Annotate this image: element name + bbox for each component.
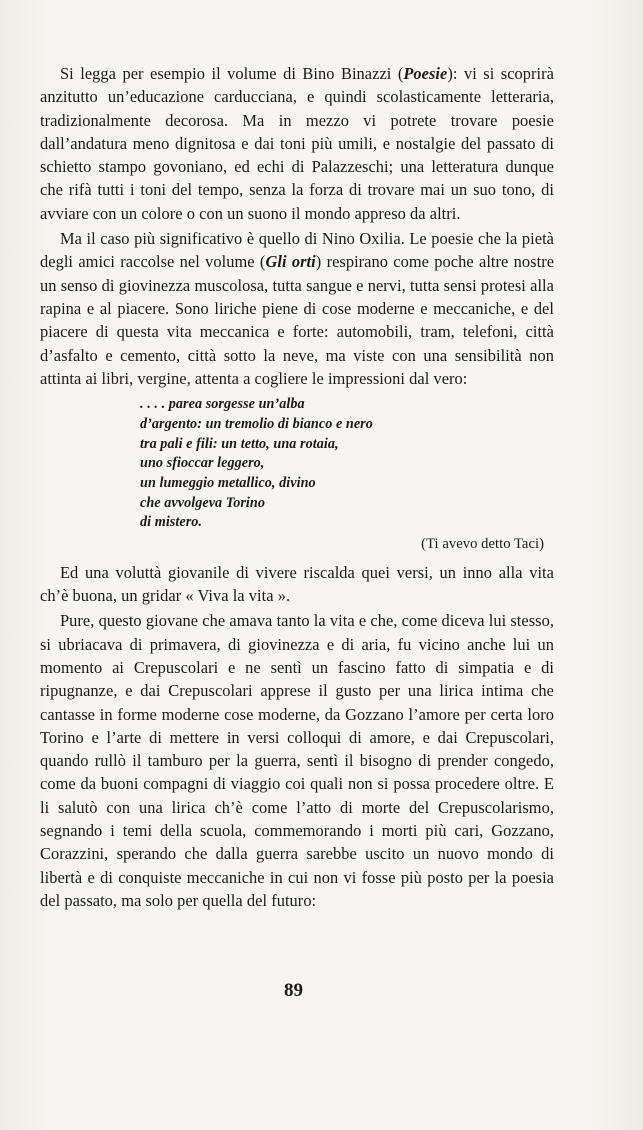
text-run: ): vi si scoprirà anzitutto un’educazione carducciana, e quindi scolasticamente letteraria, tradizionalmente decorosa. Ma in mezzo vi potrete trovare poesie dall’andatura meno dignitosa e dai toni più umili, e nostalgie del passato di schietto stampo govoniano, ed echi di Palazzeschi; una letteratura dunque che rifà tutti i toni del tempo, senza la forza di trovare mai un suo tono, di avviare con un colore o con un suono il mondo appreso da altri. <box>40 64 554 223</box>
text-run: Ed una voluttà giovanile di vivere riscalda quei versi, un inno alla vita ch’è buona, un gridar « Viva la vita ». <box>40 562 554 606</box>
poem-line: tra pali e fili: un tetto, una rotaia, <box>140 435 339 452</box>
text-run: Pure, questo giovane che amava tanto la vita e che, come diceva lui stesso, si ubriacava di primavera, di giovinezza e di aria, fu vicino anche lui un momento ai Crepuscolari e ne sentì un fascino fatto di simpatia e di ripugnanze, e dai Crepuscolari apprese il gusto per una lirica intima che cantasse in forme moderne cose moderne, da Gozzano l’amore per certa loro Torino e l’arte di mettere in versi colloqui di amore, e dai Crepuscolari, quando rullò il tamburo per la guerra, sentì il bisogno di prender congedo, come da buoni compagni di viaggio coi quali non si possa procedere oltre. E li salutò con una lirica ch’è come l’atto di morte del Crepuscolarismo, segnando i temi della scuola, commemorando i morti più cari, Gozzano, Corazzini, sperando che dalla guerra sarebbe uscito un nuovo mondo di libertà e di conquiste meccaniche in cui non vi fosse più posto per la poesia del passato, ma solo per quella del futuro: <box>40 611 554 910</box>
poem-line: di mistero. <box>140 514 203 531</box>
poem-line: . . . . parea sorgesse un’alba <box>140 396 305 413</box>
text-run: Si legga per esempio il volume di Bino Binazzi ( <box>60 64 404 83</box>
poem-line: uno sfioccar leggero, <box>140 455 265 472</box>
paragraph-crepuscolari <box>40 609 554 912</box>
text-run: Ma il caso più significativo è quello di Nino Oxilia. Le poesie che la pietà degli amici raccolse nel volume ( <box>40 229 554 272</box>
poem-line: d’argento: un tremolio di bianco e nero <box>140 415 373 432</box>
poem-line: un lumeggio metallico, divino <box>140 474 316 491</box>
body-text <box>40 62 554 912</box>
title-italic: Poesie <box>403 64 448 83</box>
paragraph-oxilia <box>40 227 554 390</box>
title-italic: Gli orti <box>265 252 316 272</box>
text-run: ) respirano come poche altre nostre un senso di giovinezza muscolosa, tutta sangue e nervi, tutta sensi protesi alla rapina e al piacere. Sono liriche piene di cose moderne e meccaniche, e del piacere di questa vita meccanica e forte: automobili, tram, telefoni, città d’asfalto e cemento, città sotto la neve, ma viste con una sensibilità non attinta ai libri, vergine, attenta a cogliere le impressioni dal vero: <box>40 252 555 388</box>
page-number: 89 <box>284 980 303 1001</box>
paragraph-binazzi <box>40 62 554 225</box>
poem-line: che avvolgeva Torino <box>140 494 265 511</box>
paragraph-voluttà <box>40 561 554 608</box>
poem-source: (Ti avevo detto Taci) <box>421 536 544 553</box>
poem-quote <box>40 395 554 555</box>
